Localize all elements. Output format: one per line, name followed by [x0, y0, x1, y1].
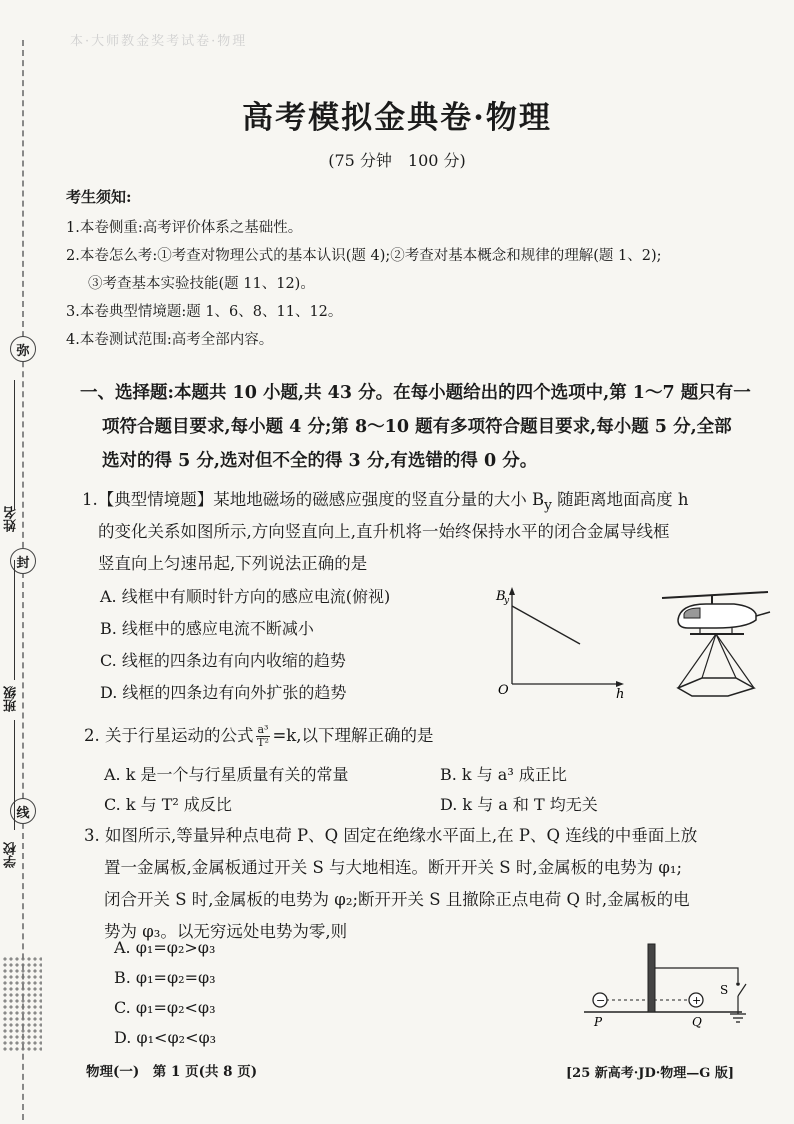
helicopter-illustration [656, 584, 774, 698]
q2-stem-text: =k,以下理解正确的是 [272, 726, 434, 745]
q3-option-b: B. φ₁=φ₂=φ₃ [114, 968, 216, 987]
q2-option-c: C. k 与 T² 成反比 [104, 795, 232, 814]
suspension-cable [716, 634, 736, 678]
ground-wire [655, 968, 738, 982]
fraction-numerator: a³ [257, 723, 269, 736]
name-write-line [14, 380, 15, 510]
q1-option-a: A. 线框中有顺时针方向的感应电流(俯视) [100, 587, 391, 606]
q2-option-d: D. k 与 a 和 T 均无关 [440, 795, 598, 814]
q1-stem-text: 1.【典型情境题】某地地磁场的磁感应强度的竖直分量的大小 B [82, 490, 545, 509]
footer-edition-tag: [25 新高考·JD·物理—G 版] [566, 1066, 735, 1081]
y-axis-arrow [509, 587, 515, 595]
notice-item: ③考查基本实验技能(题 11、12)。 [88, 276, 315, 292]
metal-plate [648, 944, 655, 1012]
school-label: 学校 [4, 842, 19, 868]
seal-mark-xian: 线 [10, 798, 36, 824]
positive-sign: + [692, 994, 702, 1007]
q1-stem-line: 的变化关系如图所示,方向竖直向上,直升机将一始终保持水平的闭合金属导线框 [98, 522, 670, 541]
negative-sign: − [596, 994, 606, 1007]
notice-item: 2.本卷怎么考:①考查对物理公式的基本认识(题 4);②考查对基本概念和规律的理解(题 1、2); [66, 248, 662, 264]
school-write-line [14, 720, 15, 830]
bleed-through-header: 本·大师教金奖考试卷·物理 [70, 34, 248, 49]
tail-boom [756, 612, 770, 616]
by-line [512, 606, 580, 644]
section-heading-line: 项符合题目要求,每小题 4 分;第 8～10 题有多项符合题目要求,每小题 5 分,全部 [102, 417, 732, 437]
class-label: 班级 [4, 686, 19, 712]
p-label: P [594, 1015, 603, 1029]
page-subtitle: (75 分钟 100 分) [328, 151, 466, 170]
notice-heading: 考生须知: [66, 188, 132, 206]
seal-mark-mi: 弥 [10, 336, 36, 362]
q1-stem-text: 随距离地面高度 h [551, 490, 689, 509]
q3-stem-line: 置一金属板,金属板通过开关 S 与大地相连。断开开关 S 时,金属板的电势为 φ₁; [104, 858, 683, 877]
footer-page-info: 物理(一) 第 1 页(共 8 页) [86, 1064, 258, 1080]
class-write-line [14, 560, 15, 680]
q3-option-a: A. φ₁=φ₂>φ₃ [114, 938, 216, 957]
notice-item: 4.本卷测试范围:高考全部内容。 [66, 332, 274, 348]
q-label: Q [692, 1015, 702, 1029]
q1-stem-line: 竖直向上匀速吊起,下列说法正确的是 [98, 554, 368, 573]
q1-stem-line [82, 486, 689, 513]
q2-option-a: A. k 是一个与行星质量有关的常量 [104, 765, 349, 784]
section-heading-line: 选对的得 5 分,选对但不全的得 3 分,有选错的得 0 分。 [102, 451, 538, 471]
notice-item: 1.本卷侧重:高考评价体系之基础性。 [66, 220, 303, 236]
rotor-blade [662, 592, 768, 598]
q1-option-c: C. 线框的四条边有向内收缩的趋势 [100, 651, 346, 670]
y-axis-subscript: y [504, 596, 510, 606]
q3-option-c: C. φ₁=φ₂<φ₃ [114, 998, 216, 1017]
y-axis-label: B [496, 589, 506, 604]
seal-mark-feng: 封 [10, 548, 36, 574]
origin-label: O [498, 683, 509, 698]
q3-stem-line: 3. 如图所示,等量异种点电荷 P、Q 固定在绝缘水平面上,在 P、Q 连线的中垂面上放 [84, 826, 698, 845]
q3-option-d: D. φ₁<φ₂<φ₃ [114, 1028, 217, 1047]
q1-by-h-graph [494, 584, 634, 700]
q2-stem [84, 722, 434, 749]
binding-dot-pattern [2, 956, 42, 1051]
q3-stem-line: 势为 φ₃。以无穷远处电势为零,则 [104, 922, 348, 941]
section-heading-line: 一、选择题:本题共 10 小题,共 43 分。在每小题给出的四个选项中,第 1～7 题只有一 [80, 383, 751, 403]
fraction-denominator: T² [257, 736, 269, 749]
q1-option-d: D. 线框的四条边有向外扩张的趋势 [100, 683, 347, 702]
switch-s [738, 984, 746, 996]
q2-stem-text: 2. 关于行星运动的公式 [84, 726, 254, 745]
suspension-cable [716, 634, 754, 688]
page-title: 高考模拟金典卷·物理 [242, 100, 552, 136]
q3-stem-line: 闭合开关 S 时,金属板的电势为 φ₂;断开开关 S 且撤除正点电荷 Q 时,金属板的电 [104, 890, 690, 909]
section-heading [80, 376, 780, 478]
x-axis-label: h [616, 687, 625, 700]
q2-option-b: B. k 与 a³ 成正比 [440, 765, 567, 784]
metal-wire-frame [678, 678, 754, 696]
q1-subscript: y [544, 497, 552, 514]
q1-option-b: B. 线框中的感应电流不断减小 [100, 619, 314, 638]
name-label: 姓名 [4, 506, 19, 532]
switch-contact [736, 982, 740, 986]
switch-label: S [720, 983, 729, 997]
suspension-cable [702, 634, 716, 678]
notice-item: 3.本卷典型情境题:题 1、6、8、11、12。 [66, 304, 343, 320]
q2-formula-fraction [256, 724, 271, 749]
q3-charge-plate-figure [580, 938, 760, 1032]
